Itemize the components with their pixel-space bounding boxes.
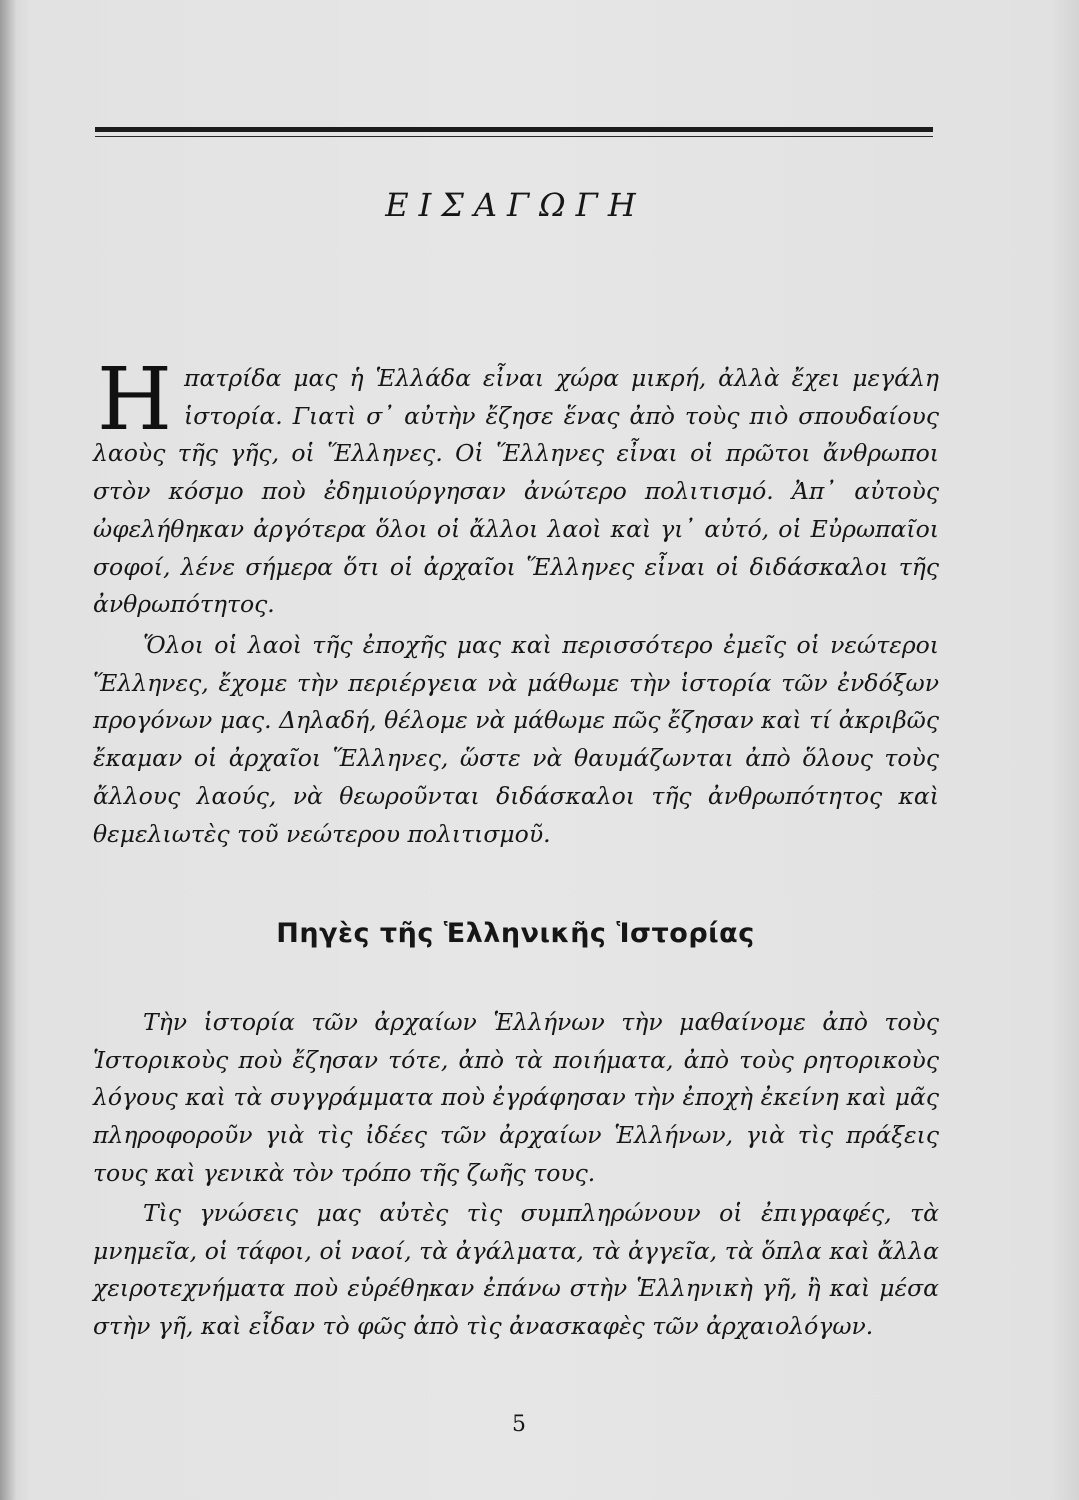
page-number: 5	[512, 1412, 526, 1437]
section-heading: Πηγὲς τῆς Ἑλληνικῆς Ἱστορίας	[276, 918, 755, 949]
drop-cap-letter: Η	[97, 350, 172, 450]
intro-paragraph-1	[93, 350, 939, 624]
section-paragraph-2: Τὶς γνώσεις μας αὐτὲς τὶς συμπληρώνουν οἱ ἐπιγραφές, τὰ μνημεῖα, οἱ τάφοι, οἱ ναοί, τὰ ἀγάλματα, τὰ ἀγγεῖα, τὰ ὅπλα καὶ ἄλλα χειροτεχνήματα ποὺ εὑρέθηκαν ἐπάνω στὴν Ἑλληνικὴ γῆ, ἢ καὶ μέσα στὴν γῆ, καὶ εἶδαν τὸ φῶς ἀπὸ τὶς ἀνασκαφὲς τῶν ἀρχαιολόγων.	[93, 1199, 939, 1341]
chapter-title: ΕΙΣΑΓΩΓΗ	[385, 186, 646, 224]
section-paragraph-1: Τὴν ἱστορία τῶν ἀρχαίων Ἑλλήνων τὴν μαθαίνομε ἀπὸ τοὺς Ἱστορικοὺς ποὺ ἔζησαν τότε, ἀπὸ τὰ ποιήματα, ἀπὸ τοὺς ρητορικοὺς λόγους καὶ τὰ συγγράμματα ποὺ ἐγράφησαν τὴν ἐποχὴ ἐκείνη καὶ μᾶς πληροφοροῦν γιὰ τὶς ἰδέες τῶν ἀρχαίων Ἑλλήνων, γιὰ τὶς πράξεις τους καὶ γενικὰ τὸν τρόπο τῆς ζωῆς τους.	[93, 1008, 939, 1187]
intro-paragraph-1-text: πατρίδα μας ἡ Ἑλλάδα εἶναι χώρα μικρή, ἀλλὰ ἔχει μεγάλη ἱστορία. Γιατὶ σ᾽ αὐτὴν ἔζησε ἕνας ἀπὸ τοὺς πιὸ σπουδαίους λαοὺς τῆς γῆς, οἱ Ἕλληνες. Οἱ Ἕλληνες εἶναι οἱ πρῶτοι ἄνθρωποι στὸν κόσμο ποὺ ἐδημιούργησαν ἀνώτερο πολιτισμό. Ἀπ᾽ αὐτοὺς ὠφελήθηκαν ἀργότερα ὅλοι οἱ ἄλλοι λαοὶ καὶ γι᾽ αὐτό, οἱ Εὐρωπαῖοι σοφοί, λένε σήμερα ὅτι οἱ ἀρχαῖοι Ἕλληνες εἶναι οἱ διδάσκαλοι τῆς ἀνθρωπότητος.	[93, 364, 939, 619]
header-rule-thin	[95, 136, 933, 137]
page-binding-edge	[0, 0, 16, 1500]
header-rule-thick	[95, 127, 933, 132]
intro-paragraph-2: Ὅλοι οἱ λαοὶ τῆς ἐποχῆς μας καὶ περισσότερο ἐμεῖς οἱ νεώτεροι Ἕλληνες, ἔχομε τὴν περιέργεια νὰ μάθωμε τὴν ἱστορία τῶν ἐνδόξων προγόνων μας. Δηλαδή, θέλομε νὰ μάθωμε πῶς ἔζησαν καὶ τί ἀκριβῶς ἔκαμαν οἱ ἀρχαῖοι Ἕλληνες, ὥστε νὰ θαυμάζωνται ἀπὸ ὅλους τοὺς ἄλλους λαούς, νὰ θεωροῦνται διδάσκαλοι τῆς ἀνθρωπότητος καὶ θεμελιωτὲς τοῦ νεώτερου πολιτισμοῦ.	[93, 631, 939, 848]
